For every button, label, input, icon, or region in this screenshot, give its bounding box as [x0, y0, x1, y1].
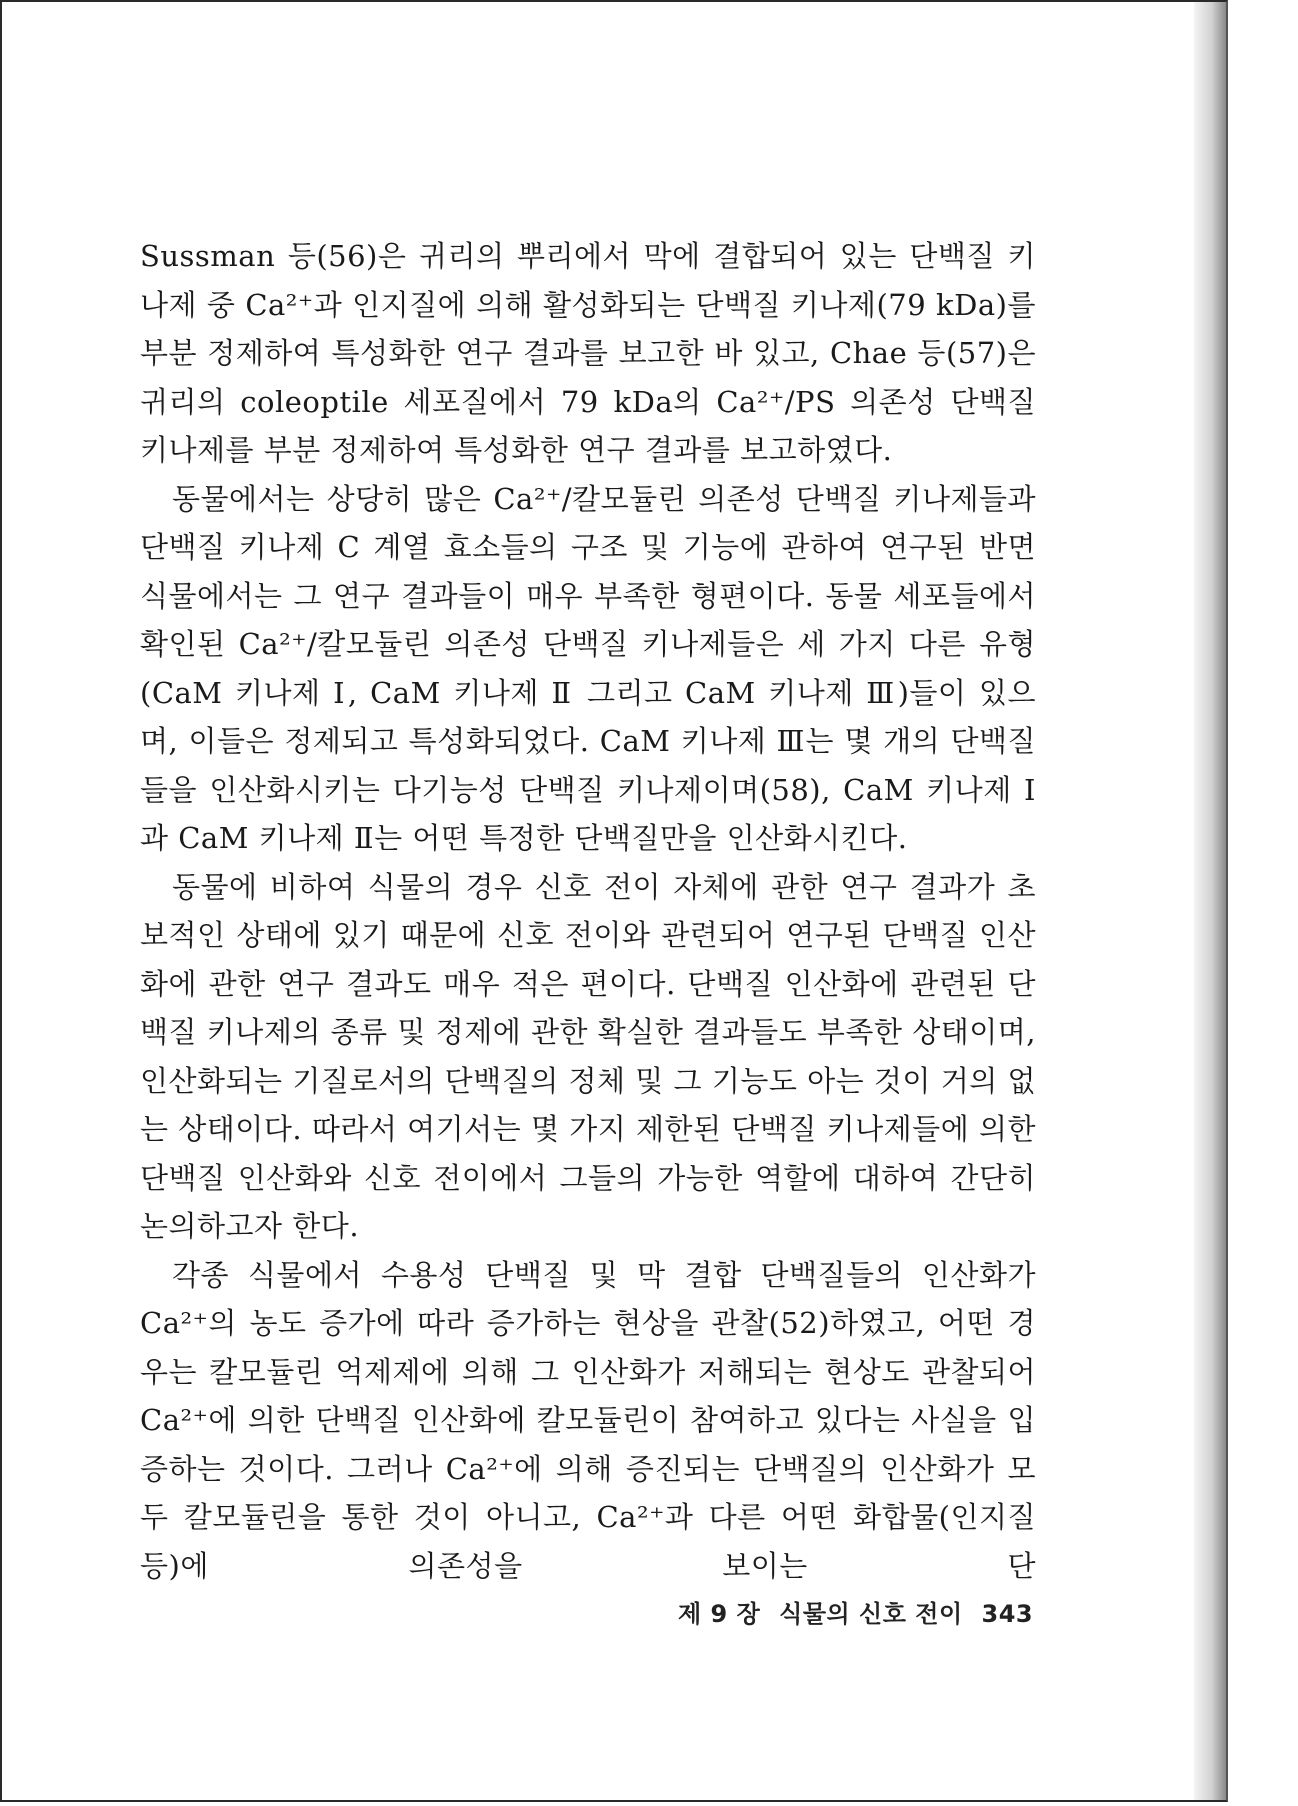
- paragraph-3: 동물에 비하여 식물의 경우 신호 전이 자체에 관한 연구 결과가 초보적인 상태에 있기 때문에 신호 전이와 관련되어 연구된 단백질 인산화에 관한 연구 결과도 매우 적은 편이다. 단백질 인산화에 관련된 단백질 키나제의 종류 및 정제에 관한 확실한 결과들도 부족한 상태이며, 인산화되는 기질로서의 단백질의 정체 및 그 기능도 아는 것이 거의 없는 상태이다. 따라서 여기서는 몇 가지 제한된 단백질 키나제들에 의한 단백질 인산화와 신호 전이에서 그들의 가능한 역할에 대하여 간단히 논의하고자 한다.: [140, 869, 1036, 1243]
- chapter-title: 식물의 신호 전이: [779, 1600, 963, 1628]
- body-text: [140, 232, 1036, 1590]
- paragraph-4: 각종 식물에서 수용성 단백질 및 막 결합 단백질들의 인산화가 Ca²⁺의 농도 증가에 따라 증가하는 현상을 관찰(52)하였고, 어떤 경우는 칼모듈린 억제제에 의해 그 인산화가 저해되는 현상도 관찰되어 Ca²⁺에 의한 단백질 인산화에 칼모듈린이 참여하고 있다는 사실을 입증하는 것이다. 그러나 Ca²⁺에 의해 증진되는 단백질의 인산화가 모두 칼모듈린을 통한 것이 아니고, Ca²⁺과 다른 어떤 화합물(인지질 등)에 의존성을 보이는 단: [140, 1257, 1036, 1583]
- paragraph-2: 동물에서는 상당히 많은 Ca²⁺/칼모듈린 의존성 단백질 키나제들과 단백질 키나제 C 계열 효소들의 구조 및 기능에 관하여 연구된 반면 식물에서는 그 연구 결과들이 매우 부족한 형편이다. 동물 세포들에서 확인된 Ca²⁺/칼모듈린 의존성 단백질 키나제들은 세 가지 다른 유형(CaM 키나제 Ⅰ, CaM 키나제 Ⅱ 그리고 CaM 키나제 Ⅲ)들이 있으며, 이들은 정제되고 특성화되었다. CaM 키나제 Ⅲ는 몇 개의 단백질들을 인산화시키는 다기능성 단백질 키나제이며(58), CaM 키나제 Ⅰ과 CaM 키나제 Ⅱ는 어떤 특정한 단백질만을 인산화시킨다.: [140, 481, 1036, 855]
- paragraph-1: Sussman 등(56)은 귀리의 뿌리에서 막에 결합되어 있는 단백질 키나제 중 Ca²⁺과 인지질에 의해 활성화되는 단백질 키나제(79 kDa)를 부분 정제하여 특성화한 연구 결과를 보고한 바 있고, Chae 등(57)은 귀리의 coleoptile 세포질에서 79 kDa의 Ca²⁺/PS 의존성 단백질 키나제를 부분 정제하여 특성화한 연구 결과를 보고하였다.: [140, 239, 1036, 467]
- page-number: 343: [981, 1600, 1034, 1628]
- chapter-label: 제 9 장: [678, 1600, 761, 1628]
- running-footer: [678, 1594, 1033, 1629]
- page-edge-shadow: [1194, 0, 1228, 1802]
